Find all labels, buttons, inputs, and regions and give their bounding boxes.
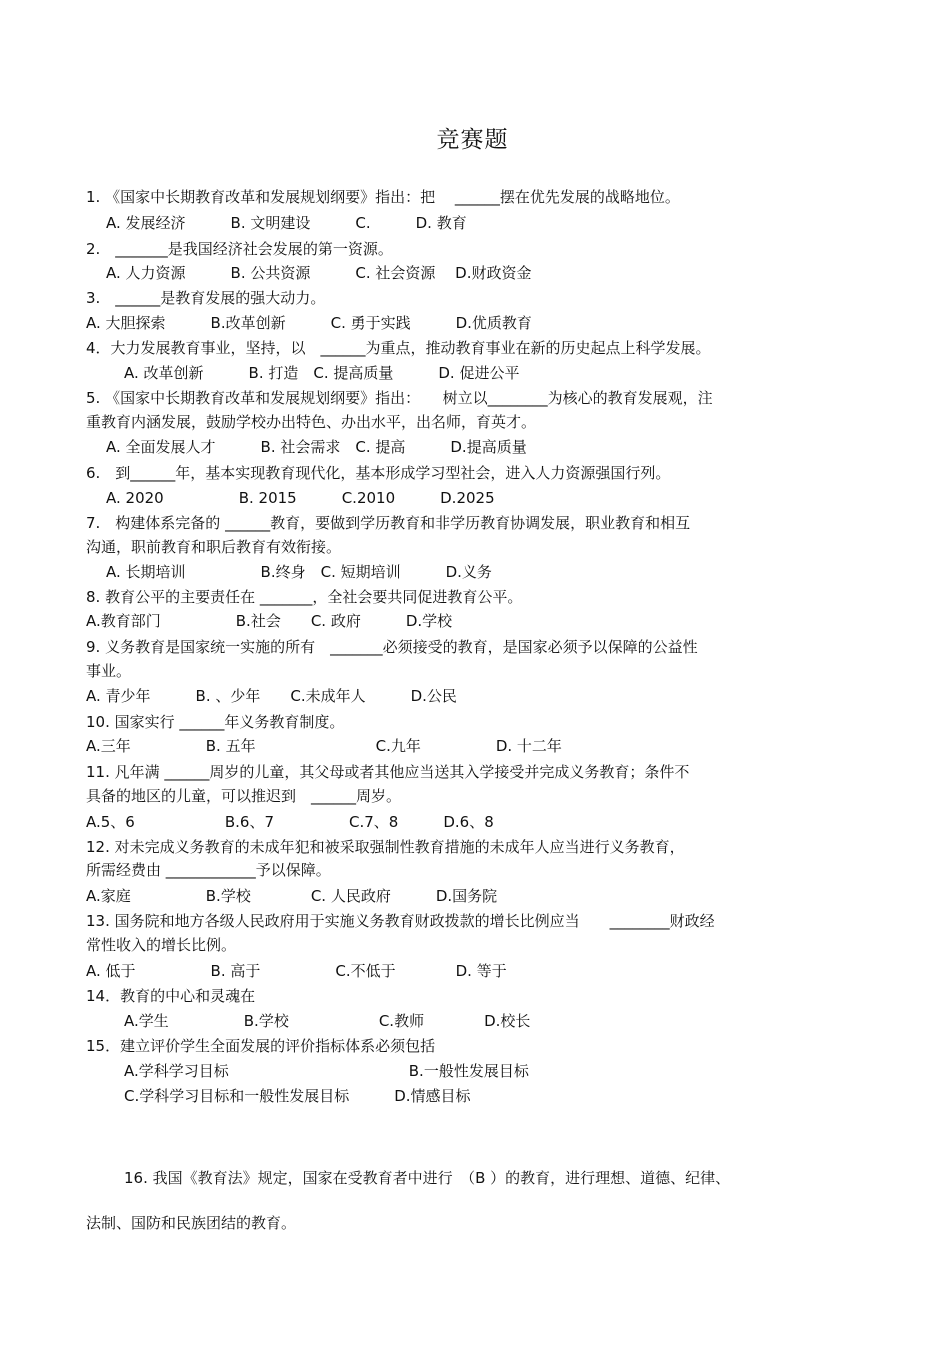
question-12-options: A.家庭 B.学校 C. 人民政府 D.国务院 (86, 887, 498, 905)
question-12-stem-cont: 所需经费由 ____________予以保障。 (86, 861, 331, 879)
question-10-options: A.三年 B. 五年 C.九年 D. 十二年 (86, 737, 562, 755)
question-15-options-1: A.学科学习目标 B.一般性发展目标 (124, 1062, 529, 1080)
question-4-stem: 4．大力发展教育事业，坚持，以 ______为重点，推动教育事业在新的历史起点上科学发展。 (86, 339, 711, 357)
question-12-stem: 12. 对未完成义务教育的未成年犯和被采取强制性教育措施的未成年人应当进行义务教育， (86, 838, 685, 856)
question-5-stem: 5. 《国家中长期教育改革和发展规划纲要》指出： 树立以________为核心的教育发展观，注 (86, 389, 713, 407)
question-6-stem: 6. 到______年，基本实现教育现代化，基本形成学习型社会，进入人力资源强国行列。 (86, 464, 671, 482)
question-13-options: A. 低于 B. 高于 C.不低于 D. 等于 (86, 962, 507, 980)
question-5-stem-cont: 重教育内涵发展，鼓励学校办出特色、办出水平，出名师，育英才。 (86, 413, 537, 431)
page-title: 竞赛题 (436, 127, 509, 153)
question-14-stem: 14．教育的中心和灵魂在 (86, 987, 256, 1005)
question-7-options: A. 长期培训 B.终身 C. 短期培训 D.义务 (106, 563, 492, 581)
question-2-options: A. 人力资源 B. 公共资源 C. 社会资源 D.财政资金 (106, 264, 532, 282)
question-9-options: A. 青少年 B. 、少年 C.未成年人 D.公民 (86, 687, 457, 705)
question-1-stem: 1. 《国家中长期教育改革和发展规划纲要》指出：把 ______摆在优先发展的战略地位。 (86, 188, 680, 206)
question-5-options: A. 全面发展人才 B. 社会需求 C. 提高 D.提高质量 (106, 438, 527, 456)
question-3-stem: 3. ______是教育发展的强大动力。 (86, 289, 326, 307)
question-1-options: A. 发展经济 B. 文明建设 C. D. 教育 (106, 214, 467, 232)
question-15-stem: 15．建立评价学生全面发展的评价指标体系必须包括 (86, 1037, 436, 1055)
question-11-options: A.5、6 B.6、7 C.7、8 D.6、8 (86, 813, 494, 831)
question-9-stem: 9. 义务教育是国家统一实施的所有 _______必须接受的教育，是国家必须予以保障的公益性 (86, 638, 698, 656)
question-11-stem-cont: 具备的地区的儿童，可以推迟到 ______周岁。 (86, 787, 402, 805)
question-14-options: A.学生 B.学校 C.教师 D.校长 (124, 1012, 531, 1030)
question-2-stem: 2. _______是我国经济社会发展的第一资源。 (86, 240, 393, 258)
question-8-options: A.教育部门 B.社会 C. 政府 D.学校 (86, 612, 453, 630)
question-13-stem: 13. 国务院和地方各级人民政府用于实施义务教育财政拨款的增长比例应当 ________财政经 (86, 912, 715, 930)
question-6-options: A. 2020 B. 2015 C.2010 D.2025 (106, 489, 495, 507)
question-10-stem: 10. 国家实行 ______年义务教育制度。 (86, 713, 345, 731)
question-7-stem: 7. 构建体系完备的 ______教育，要做到学历教育和非学历教育协调发展，职业教育和相互 (86, 514, 691, 532)
question-15-options-2: C.学科学习目标和一般性发展目标 D.情感目标 (124, 1087, 471, 1105)
question-11-stem: 11. 凡年满 ______周岁的儿童，其父母或者其他应当送其入学接受并完成义务教育；条件不 (86, 763, 690, 781)
question-9-stem-cont: 事业。 (86, 662, 132, 680)
question-3-options: A. 大胆探索 B.改革创新 C. 勇于实践 D.优质教育 (86, 314, 532, 332)
question-8-stem: 8. 教育公平的主要责任在 _______，全社会要共同促进教育公平。 (86, 588, 523, 606)
question-4-options: A. 改革创新 B. 打造 C. 提高质量 D. 促进公平 (124, 364, 520, 382)
question-7-stem-cont: 沟通，职前教育和职后教育有效衔接。 (86, 538, 342, 556)
question-13-stem-cont: 常性收入的增长比例。 (86, 936, 237, 954)
question-16-stem: 16. 我国《教育法》规定，国家在受教育者中进行 （B ）的教育，进行理想、道德、纪律、 (124, 1169, 731, 1187)
question-16-stem-cont: 法制、国防和民族团结的教育。 (86, 1214, 297, 1232)
